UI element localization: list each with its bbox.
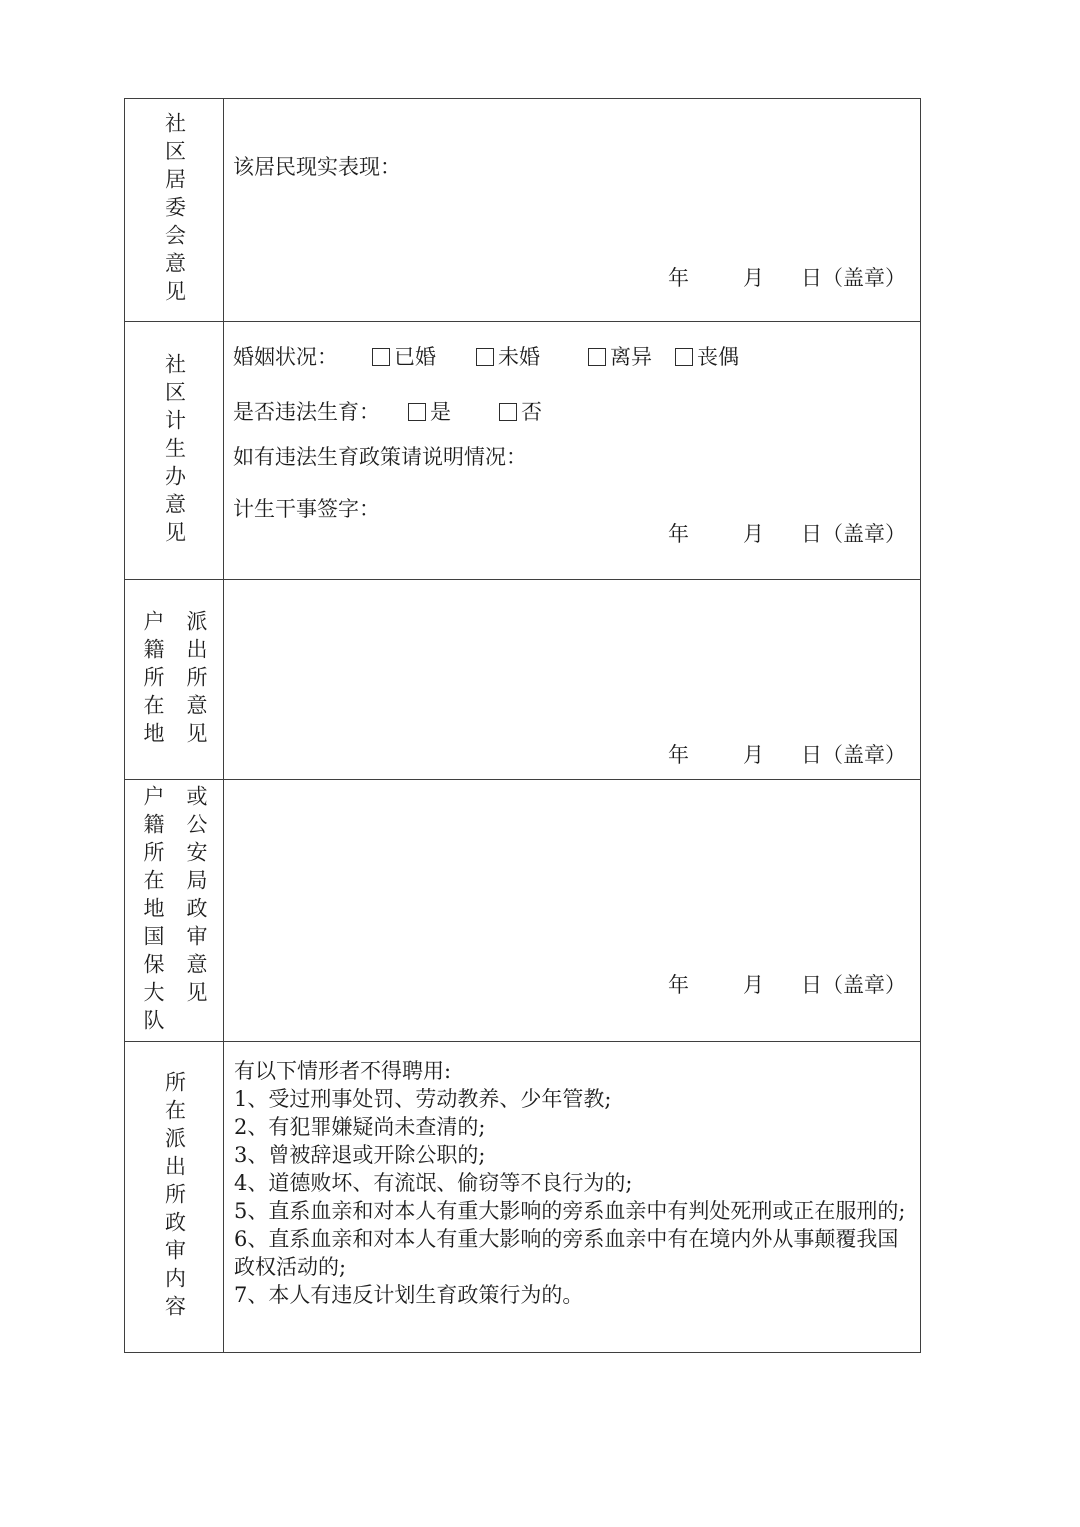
option-widowed (675, 347, 739, 368)
review-intro-line: 有以下情形者不得聘用: (234, 1059, 452, 1083)
row-security-brigade-review-opinion (125, 779, 920, 1041)
day-seal-label: 日（盖章） (801, 743, 906, 767)
row-header-community-committee (125, 99, 224, 321)
year-label: 年 (668, 522, 689, 546)
row-header-label-pair (142, 785, 206, 1037)
row-community-committee-opinion (125, 99, 920, 321)
date-seal-line (668, 518, 906, 548)
row-family-planning-office-opinion (125, 321, 920, 579)
marital-status-label: 婚姻状况： (233, 345, 338, 369)
row-header-label: 所在派出所政审内容 (162, 1071, 187, 1323)
review-item-4: 4、道德败坏、有流氓、偷窃等不良行为的; (234, 1171, 633, 1195)
community-committee-content (224, 99, 920, 321)
date-seal-line (668, 969, 906, 999)
year-label: 年 (668, 973, 689, 997)
illegal-birth-label: 是否违法生育： (233, 400, 380, 424)
option-married (372, 347, 436, 368)
month-label: 月 (743, 266, 764, 290)
checkbox-married[interactable] (372, 348, 390, 366)
row-header-label-right: 派出所意见 (184, 609, 208, 750)
option-unmarried-label: 未婚 (498, 345, 540, 369)
option-divorced (588, 347, 652, 368)
local-police-station-content (224, 580, 920, 779)
row-local-police-station-opinion (125, 579, 920, 779)
row-header-label: 社区计生办意见 (162, 352, 187, 549)
illegal-birth-explain-label: 如有违法生育政策请说明情况： (233, 445, 527, 469)
year-label: 年 (668, 743, 689, 767)
checkbox-illegal-birth-no[interactable] (499, 403, 517, 421)
option-illegal-birth-yes (408, 402, 451, 423)
row-header-label-pair (142, 610, 206, 750)
day-seal-label: 日（盖章） (801, 266, 906, 290)
month-label: 月 (743, 522, 764, 546)
review-conditions-list (224, 1042, 920, 1309)
row-political-review-content (125, 1041, 920, 1352)
political-review-content (224, 1042, 920, 1352)
year-label: 年 (668, 266, 689, 290)
month-label: 月 (743, 743, 764, 767)
review-item-6: 6、直系血亲和对本人有重大影响的旁系血亲中有在境内外从事颠覆我国政权活动的; (234, 1227, 899, 1279)
row-header-label-left: 户籍所在地国保大队 (141, 784, 165, 1037)
review-item-7: 7、本人有违反计划生育政策行为的。 (234, 1283, 584, 1307)
marital-status-line (233, 347, 920, 368)
option-divorced-label: 离异 (610, 345, 652, 369)
option-no-label: 否 (521, 400, 542, 424)
review-item-5: 5、直系血亲和对本人有重大影响的旁系血亲中有判处死刑或正在服刑的; (234, 1199, 906, 1223)
illegal-birth-line (233, 402, 920, 423)
date-seal-line (668, 262, 906, 292)
approval-form-table (124, 98, 921, 1353)
option-yes-label: 是 (430, 400, 451, 424)
checkbox-widowed[interactable] (675, 348, 693, 366)
day-seal-label: 日（盖章） (801, 522, 906, 546)
option-unmarried (476, 347, 540, 368)
row-header-family-planning-office (125, 322, 224, 579)
resident-performance-label: 该居民现实表现： (233, 155, 401, 179)
checkbox-divorced[interactable] (588, 348, 606, 366)
day-seal-label: 日（盖章） (801, 973, 906, 997)
review-item-1: 1、受过刑事处罚、劳动教养、少年管教; (234, 1087, 612, 1111)
option-married-label: 已婚 (394, 345, 436, 369)
row-header-political-review (125, 1042, 224, 1352)
option-illegal-birth-no (499, 402, 542, 423)
row-header-label-right: 或公安局政审意见 (184, 784, 208, 1009)
row-header-local-police-station (125, 580, 224, 779)
row-header-security-brigade (125, 780, 224, 1041)
row-header-label: 社区居委会意见 (162, 112, 187, 308)
officer-signature-label: 计生干事签字： (233, 497, 380, 521)
review-item-2: 2、有犯罪嫌疑尚未查清的; (234, 1115, 486, 1139)
checkbox-illegal-birth-yes[interactable] (408, 403, 426, 421)
family-planning-content (224, 322, 920, 579)
option-widowed-label: 丧偶 (697, 345, 739, 369)
month-label: 月 (743, 973, 764, 997)
checkbox-unmarried[interactable] (476, 348, 494, 366)
row-header-label-left: 户籍所在地 (141, 609, 165, 750)
review-item-3: 3、曾被辞退或开除公职的; (234, 1143, 486, 1167)
date-seal-line (668, 739, 906, 769)
security-brigade-content (224, 780, 920, 1041)
